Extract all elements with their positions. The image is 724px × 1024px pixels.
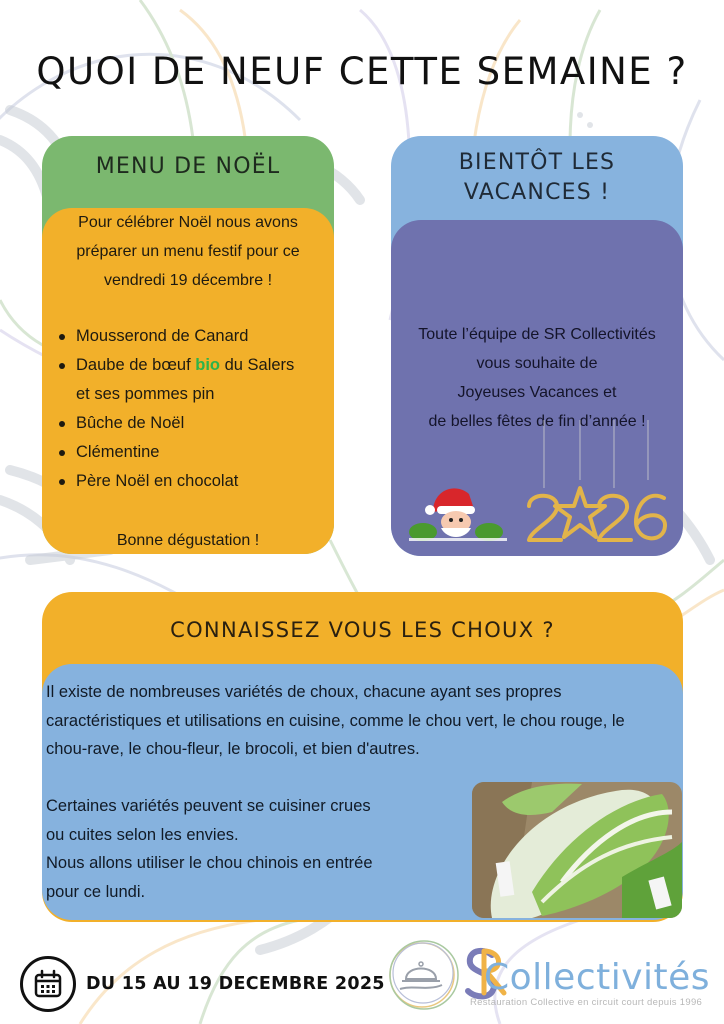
menu-outro: Bonne dégustation ! bbox=[116, 532, 260, 549]
menu-item-text: Père Noël en chocolat bbox=[76, 472, 239, 490]
footer-date bbox=[20, 956, 385, 1012]
bullet-icon bbox=[59, 479, 65, 485]
menu-item-text: Bûche de Noël bbox=[76, 414, 185, 432]
menu-card-title: MENU DE NOËL bbox=[95, 154, 281, 179]
choux-card-body bbox=[42, 664, 683, 920]
menu-item bbox=[56, 322, 306, 351]
sr-collectivites-logo bbox=[384, 935, 714, 1015]
menu-intro-line: Pour célébrer Noël nous avons bbox=[78, 214, 298, 231]
choux-paragraph-usage bbox=[46, 792, 466, 906]
menu-intro-line: vendredi 19 décembre ! bbox=[103, 272, 273, 289]
choux-text-line: Nous allons utiliser le chou chinois en entrée bbox=[46, 854, 373, 872]
menu-item bbox=[56, 409, 306, 438]
calendar-icon bbox=[20, 956, 76, 1012]
menu-item-text: Mousserond de Canard bbox=[76, 327, 249, 345]
vacances-message-line: Toute l’équipe de SR Collectivités bbox=[418, 326, 656, 343]
bullet-icon bbox=[59, 421, 65, 427]
menu-item-text: Clémentine bbox=[76, 443, 160, 461]
menu-item bbox=[56, 467, 306, 496]
vacances-message-line: vous souhaite de bbox=[476, 355, 598, 372]
menu-card-body bbox=[42, 208, 334, 554]
bio-label: bio bbox=[195, 356, 220, 374]
serving-cloche-icon bbox=[384, 935, 464, 1015]
menu-item bbox=[56, 438, 306, 467]
menu-intro bbox=[42, 208, 334, 295]
page-title: QUOI DE NEUF CETTE SEMAINE ? bbox=[36, 50, 688, 93]
bullet-icon bbox=[59, 450, 65, 456]
menu-item-text: du Salers et ses pommes pin bbox=[76, 356, 295, 403]
logo-wordmark: Collectivités bbox=[484, 957, 711, 998]
logo-tagline: Restauration Collective en circuit court depuis 1996 bbox=[470, 997, 703, 1008]
vacances-message bbox=[391, 320, 683, 436]
choux-card-title: CONNAISSEZ VOUS LES CHOUX ? bbox=[170, 618, 555, 642]
bullet-icon bbox=[59, 363, 65, 369]
date-range: DU 15 AU 19 DECEMBRE 2025 bbox=[86, 974, 385, 994]
menu-card bbox=[42, 136, 334, 554]
menu-item-text: Daube de bœuf bbox=[76, 356, 196, 374]
menu-intro-line: préparer un menu festif pour ce bbox=[76, 243, 300, 260]
choux-paragraph-intro: Il existe de nombreuses variétés de choux, chacune ayant ses propres caractéristiques et utilisations en cuisine, comme le chou vert, le chou rouge, le chou-rave, le chou-fleur, le brocoli, et bien d'autres. bbox=[46, 683, 625, 758]
year-2026-ornaments bbox=[519, 420, 679, 550]
vacances-title-line: VACANCES ! bbox=[463, 180, 611, 205]
chinese-cabbage-photo bbox=[472, 782, 682, 918]
choux-text-line: pour ce lundi. bbox=[46, 882, 146, 901]
vacances-title-line: BIENTÔT LES bbox=[458, 150, 616, 175]
vacances-message-line: Joyeuses Vacances et bbox=[457, 384, 617, 401]
menu-item bbox=[56, 351, 306, 409]
menu-list bbox=[56, 322, 306, 496]
choux-text-line: Certaines variétés peuvent se cuisiner crues bbox=[46, 797, 371, 815]
vacances-message-line: de belles fêtes de fin d’année ! bbox=[428, 413, 646, 430]
santa-illustration bbox=[403, 482, 513, 542]
choux-text-line: ou cuites selon les envies. bbox=[46, 825, 239, 844]
bullet-icon bbox=[59, 334, 65, 340]
choux-card bbox=[42, 592, 683, 922]
vacances-card-title bbox=[391, 148, 683, 208]
vacances-card bbox=[391, 136, 683, 556]
vacances-card-body bbox=[391, 220, 683, 556]
